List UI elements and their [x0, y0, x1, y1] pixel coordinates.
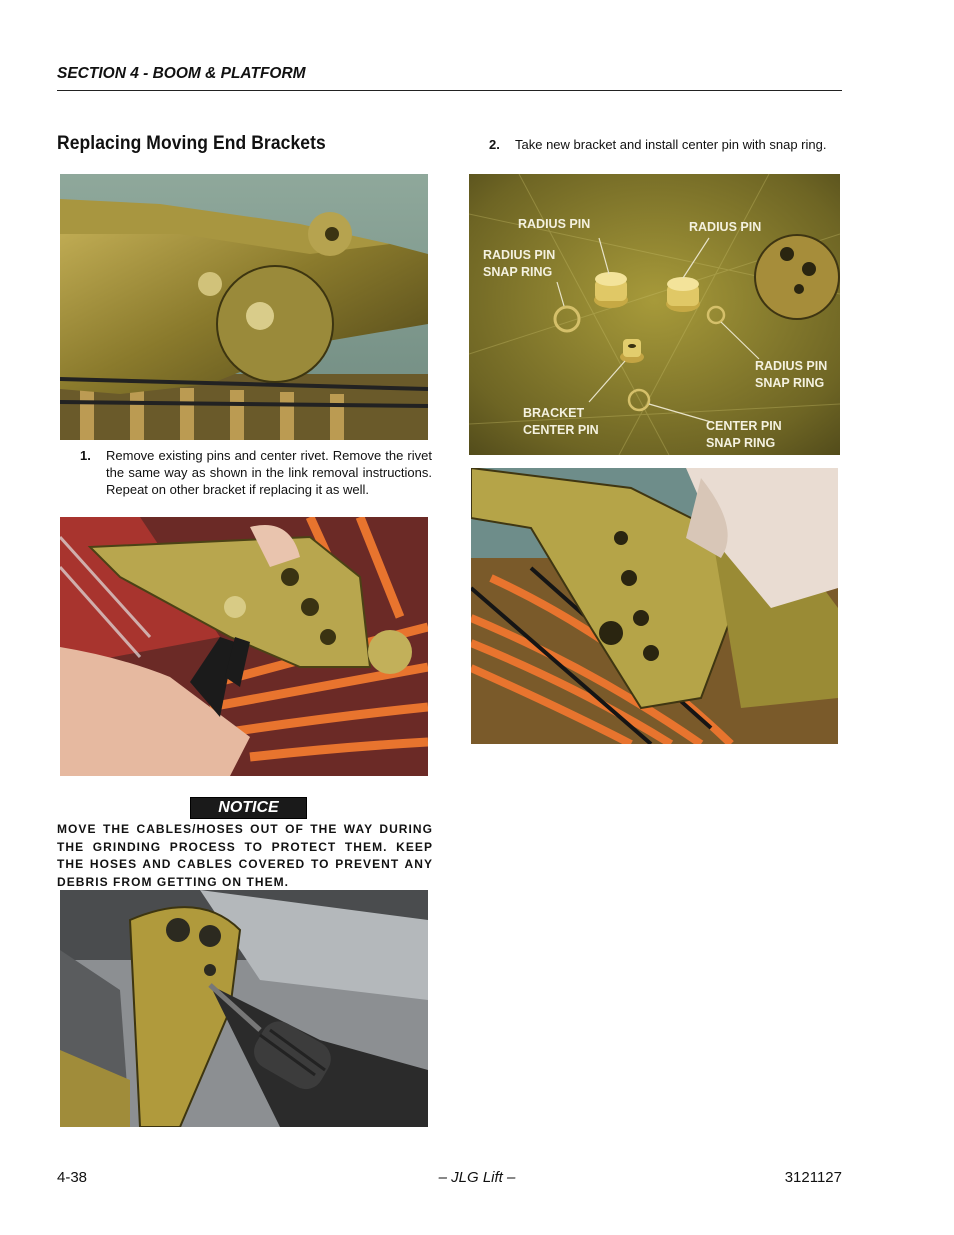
label-radius-pin-snap-ring-left-1: RADIUS PIN — [483, 248, 556, 262]
notice-badge: NOTICE — [190, 797, 307, 819]
step-2-text: Take new bracket and install center pin with snap ring. — [515, 137, 827, 152]
photo-installing-bracket — [471, 468, 838, 744]
label-bracket-center-pin-1: BRACKET — [523, 406, 585, 420]
page-title: Replacing Moving End Brackets — [57, 133, 326, 154]
label-radius-pin-snap-ring-left-2: SNAP RING — [483, 265, 553, 279]
footer-page-number: 4-38 — [57, 1169, 88, 1186]
photo-grinding — [60, 890, 428, 1127]
label-center-pin-snap-ring-2: SNAP RING — [706, 436, 776, 450]
label-bracket-center-pin-2: CENTER PIN — [523, 423, 599, 437]
photo-parts-layout — [469, 174, 840, 455]
label-radius-pin-snap-ring-right-2: SNAP RING — [755, 376, 825, 390]
photo-removing-pins — [60, 517, 428, 776]
label-radius-pin-snap-ring-right-1: RADIUS PIN — [755, 359, 828, 373]
label-center-pin-snap-ring-1: CENTER PIN — [706, 419, 782, 433]
step-1 — [80, 447, 432, 498]
notice-text: MOVE THE CABLES/HOSES OUT OF THE WAY DURING THE GRINDING PROCESS TO PROTECT THEM. KEEP THE HOSES AND CABLES COVERED TO PREVENT ANY DEBRIS FROM GETTING ON THEM. — [57, 822, 433, 889]
step-2 — [489, 136, 842, 153]
step-1-text: Remove existing pins and center rivet. Remove the rivet the same way as shown in the link removal instructions. Repeat on other bracket if replacing it as well. — [106, 448, 432, 497]
footer-doc-number: 3121127 — [784, 1169, 842, 1186]
header-divider — [57, 90, 842, 91]
label-radius-pin-left: RADIUS PIN — [518, 217, 591, 231]
step-2-number: 2. — [489, 137, 500, 152]
footer-brand: – JLG Lift – — [438, 1169, 516, 1186]
photo-bracket-assembly — [60, 174, 428, 440]
section-header: SECTION 4 - BOOM & PLATFORM — [57, 65, 306, 82]
label-radius-pin-right: RADIUS PIN — [689, 220, 762, 234]
step-1-number: 1. — [80, 448, 91, 463]
